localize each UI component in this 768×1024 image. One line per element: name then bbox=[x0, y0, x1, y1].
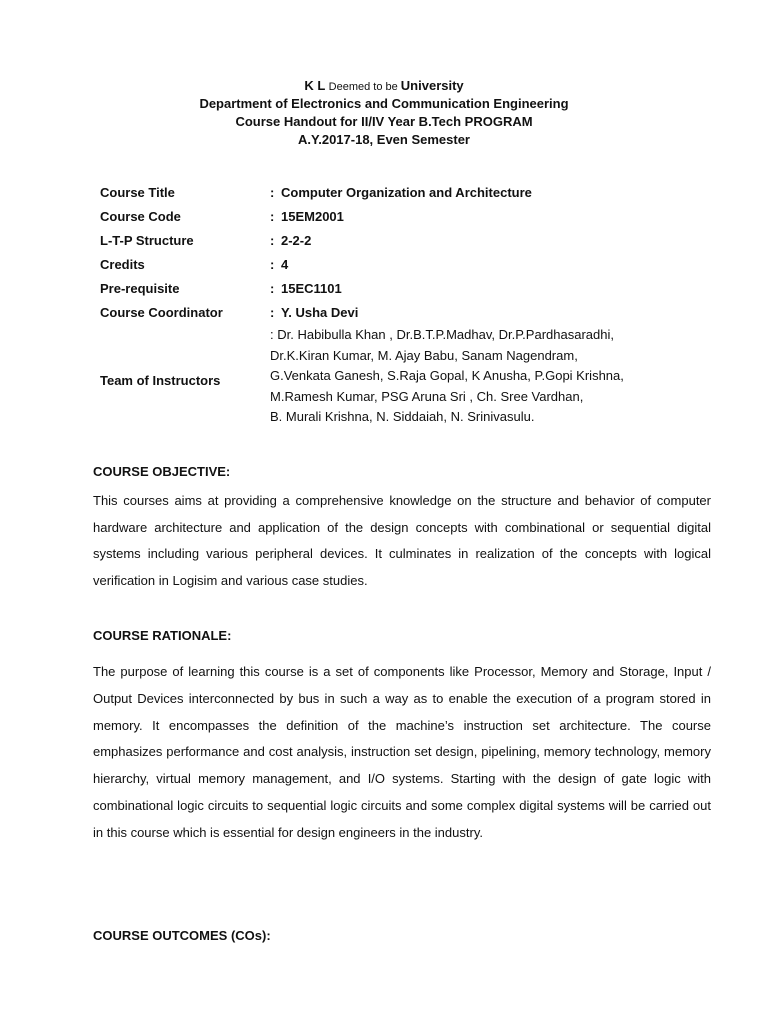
info-colon: : bbox=[270, 209, 275, 224]
rationale-paragraph: The purpose of learning this course is a set of components like Processor, Memory and Storage, Input / Output Devices interconnected by bus in such a way as to enable the execution of a program stored in memory. It encompasses the definition of the machine’s instruction set architecture. The course emphasizes performance and cost analysis, instruction set design, pipelining, memory technology, memory hierarchy, virtual memory management, and I/O systems. Starting with the design of gate logic with combinational logic circuits to sequential logic circuits and some complex digital systems will be carried out in this course which is essential for design engineers in the industry. bbox=[93, 664, 711, 840]
instructors-line: Dr.K.Kiran Kumar, M. Ajay Babu, Sanam Nagendram, bbox=[270, 347, 578, 363]
info-value: Computer Organization and Architecture bbox=[281, 185, 532, 200]
info-label: L-T-P Structure bbox=[100, 233, 194, 248]
info-colon: : bbox=[270, 257, 275, 272]
info-label: Credits bbox=[100, 257, 145, 272]
university-middle: Deemed to be bbox=[328, 81, 401, 93]
objective-heading: COURSE OBJECTIVE: bbox=[93, 464, 231, 479]
info-label: Pre-requisite bbox=[100, 281, 180, 296]
university-line bbox=[0, 77, 768, 95]
info-value: 4 bbox=[281, 257, 289, 272]
info-value: 2-2-2 bbox=[281, 233, 312, 248]
instructors-line: B. Murali Krishna, N. Siddaiah, N. Srinivasulu. bbox=[270, 409, 535, 424]
instructors-line: G.Venkata Ganesh, S.Raja Gopal, K Anusha, P.Gopi Krishna, bbox=[270, 368, 624, 383]
info-colon: : bbox=[270, 281, 275, 296]
info-value: Y. Usha Devi bbox=[281, 305, 359, 320]
instructors-line: : Dr. Habibulla Khan , Dr.B.T.P.Madhav, Dr.P.Pardhasaradhi, bbox=[270, 327, 614, 342]
outcomes-heading: COURSE OUTCOMES (COs): bbox=[93, 928, 271, 943]
department-line: Department of Electronics and Communication Engineering bbox=[199, 96, 569, 111]
handout-line: Course Handout for II/IV Year B.Tech PROGRAM bbox=[235, 114, 533, 129]
instructors-line: M.Ramesh Kumar, PSG Aruna Sri , Ch. Sree Vardhan, bbox=[270, 388, 584, 404]
university-prefix: K L bbox=[304, 78, 329, 93]
info-value: 15EC1101 bbox=[281, 281, 342, 296]
rationale-heading: COURSE RATIONALE: bbox=[93, 628, 232, 643]
info-colon: : bbox=[270, 305, 275, 320]
info-label: Course Title bbox=[100, 185, 175, 200]
info-colon: : bbox=[270, 233, 275, 248]
document-header bbox=[0, 77, 768, 149]
info-label: Course Coordinator bbox=[100, 305, 223, 320]
university-suffix: University bbox=[400, 78, 464, 93]
info-colon: : bbox=[270, 185, 275, 200]
instructors-label: Team of Instructors bbox=[100, 373, 221, 388]
instructors-list bbox=[270, 325, 624, 428]
info-value: 15EM2001 bbox=[281, 209, 344, 224]
objective-paragraph: This courses aims at providing a comprehensive knowledge on the structure and behavior of computer hardware architecture and application of the design concepts with combinational or sequential digital systems including various peripheral devices. It culminates in realization of the concepts with logical verification in Logisim and various case studies. bbox=[93, 493, 711, 588]
info-label: Course Code bbox=[100, 209, 181, 224]
academic-year-line: A.Y.2017-18, Even Semester bbox=[298, 132, 470, 147]
